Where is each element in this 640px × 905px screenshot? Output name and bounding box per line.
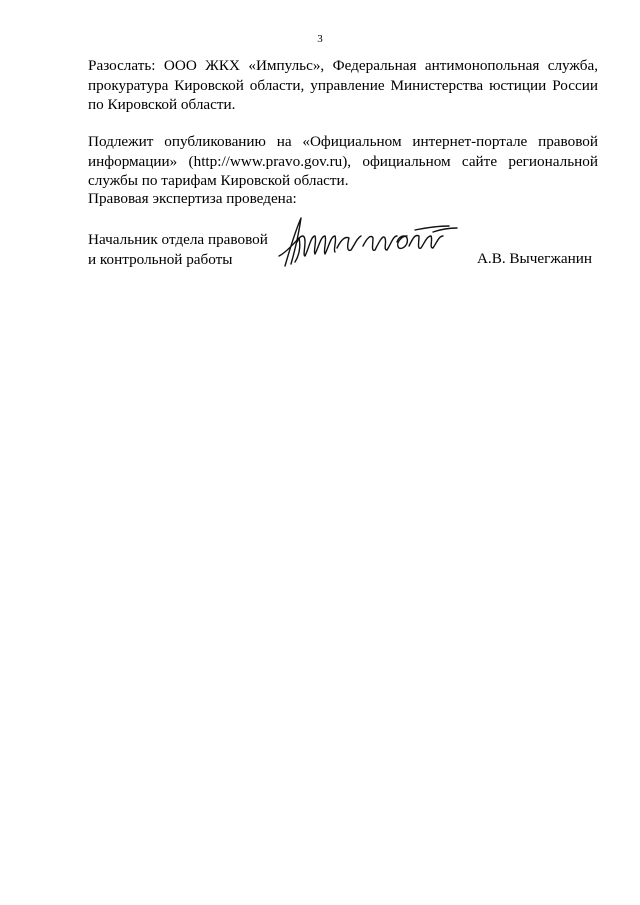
distribution-paragraph [88, 56, 598, 115]
signer-title-line: и контрольной работы [88, 250, 233, 268]
distribution-line: прокуратура Кировской области, управление Министерства юстиции России [88, 76, 598, 94]
distribution-line: по Кировской области. [88, 96, 236, 113]
signer-title-line: Начальник отдела правовой [88, 231, 268, 248]
signer-name: А.В. Вычегжанин [476, 250, 592, 267]
publication-line: службы по тарифам Кировской области. [88, 172, 349, 189]
page-number: 3 [317, 33, 323, 45]
publication-line: Подлежит опубликованию на «Официальном интернет-портале правовой [88, 133, 598, 150]
legal-expertise-note: Правовая экспертиза проведена: [88, 190, 297, 207]
handwritten-signature [265, 212, 465, 270]
publication-paragraph [88, 132, 598, 191]
distribution-line: Разослать: ООО ЖКХ «Импульс», Федеральная антимонопольная служба, [88, 57, 598, 74]
publication-line: информации» (http://www.pravo.gov.ru), официальном сайте региональной [88, 152, 598, 170]
signer-title [88, 230, 268, 269]
